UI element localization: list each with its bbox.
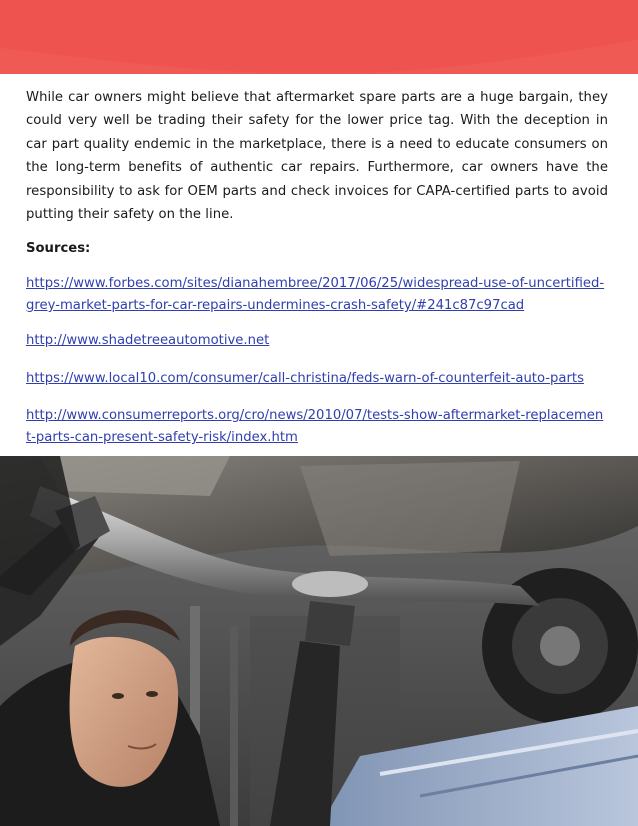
sources-heading: Sources: [26,241,91,257]
header-wave-decoration [0,0,638,74]
mechanic-under-car-photo [0,456,638,826]
header-band [0,0,638,74]
source-link-consumerreports[interactable]: http://www.consumerreports.org/cro/news/2010/07/tests-show-aftermarket-replacement-parts-can-present-safety-risk/index.htm [26,408,604,445]
body-paragraph: While car owners might believe that aftermarket spare parts are a huge bargain, they could very well be trading their safety for the lower price tag. With the deception in car part quality endemic in the marketplace, there is a need to educate consumers on the long-term benefits of authentic car repairs. Furthermore, car owners have the responsibility to ask for OEM parts and check invoices for CAPA-certified parts to avoid putting their safety on the line. [26,90,608,223]
source-link-shadetree[interactable]: http://www.shadetreeautomotive.net [26,333,270,349]
source-link-local10[interactable]: https://www.local10.com/consumer/call-christina/feds-warn-of-counterfeit-auto-parts [26,370,584,386]
source-link-forbes[interactable]: https://www.forbes.com/sites/dianahembree/2017/06/25/widespread-use-of-uncertified-grey-market-parts-for-car-repairs-undermines-crash-safety/#241c87c97cad [26,276,605,313]
photo-illustration [0,456,638,826]
article-content [26,86,608,448]
